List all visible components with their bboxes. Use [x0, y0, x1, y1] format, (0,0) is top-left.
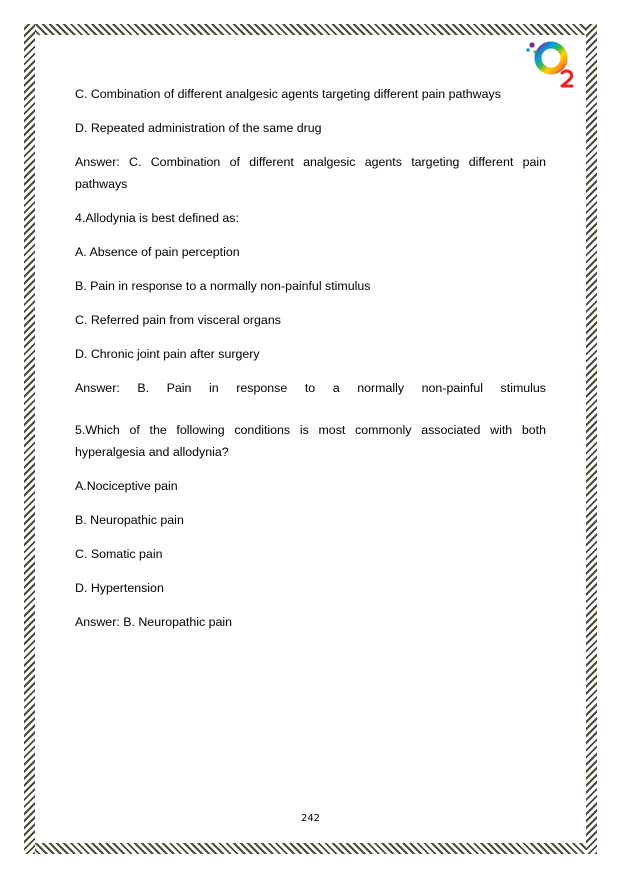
page-content	[75, 84, 546, 646]
option-line: A. Absence of pain perception	[75, 244, 240, 259]
answer-line: Answer: B. Pain in response to a normally non-painful stimulus	[75, 380, 546, 395]
option-line: C. Somatic pain	[75, 546, 163, 561]
option-line: B. Neuropathic pain	[75, 512, 184, 527]
question-line: 5.Which of the following conditions is most commonly associated with both hyperalgesia and allodynia?	[75, 423, 546, 459]
option-line: A.Nociceptive pain	[75, 478, 178, 493]
option-line: B. Pain in response to a normally non-painful stimulus	[75, 278, 371, 293]
answer-line: Answer: C. Combination of different analgesic agents targeting different pain pathways	[75, 155, 546, 191]
page-number: 242	[300, 813, 321, 824]
option-line: C. Combination of different analgesic agents targeting different pain pathways	[75, 87, 501, 101]
option-line: D. Hypertension	[75, 580, 164, 595]
option-line: D. Repeated administration of the same drug	[75, 121, 322, 135]
o2-logo-icon	[523, 38, 579, 88]
page-border-bottom	[24, 843, 597, 854]
page-border-right	[586, 24, 597, 854]
option-line: C. Referred pain from visceral organs	[75, 312, 281, 327]
answer-line: Answer: B. Neuropathic pain	[75, 614, 233, 629]
page-border-left	[24, 24, 35, 854]
page-border-top	[24, 24, 597, 35]
question-line: 4.Allodynia is best defined as:	[75, 210, 239, 225]
option-line: D. Chronic joint pain after surgery	[75, 346, 260, 361]
